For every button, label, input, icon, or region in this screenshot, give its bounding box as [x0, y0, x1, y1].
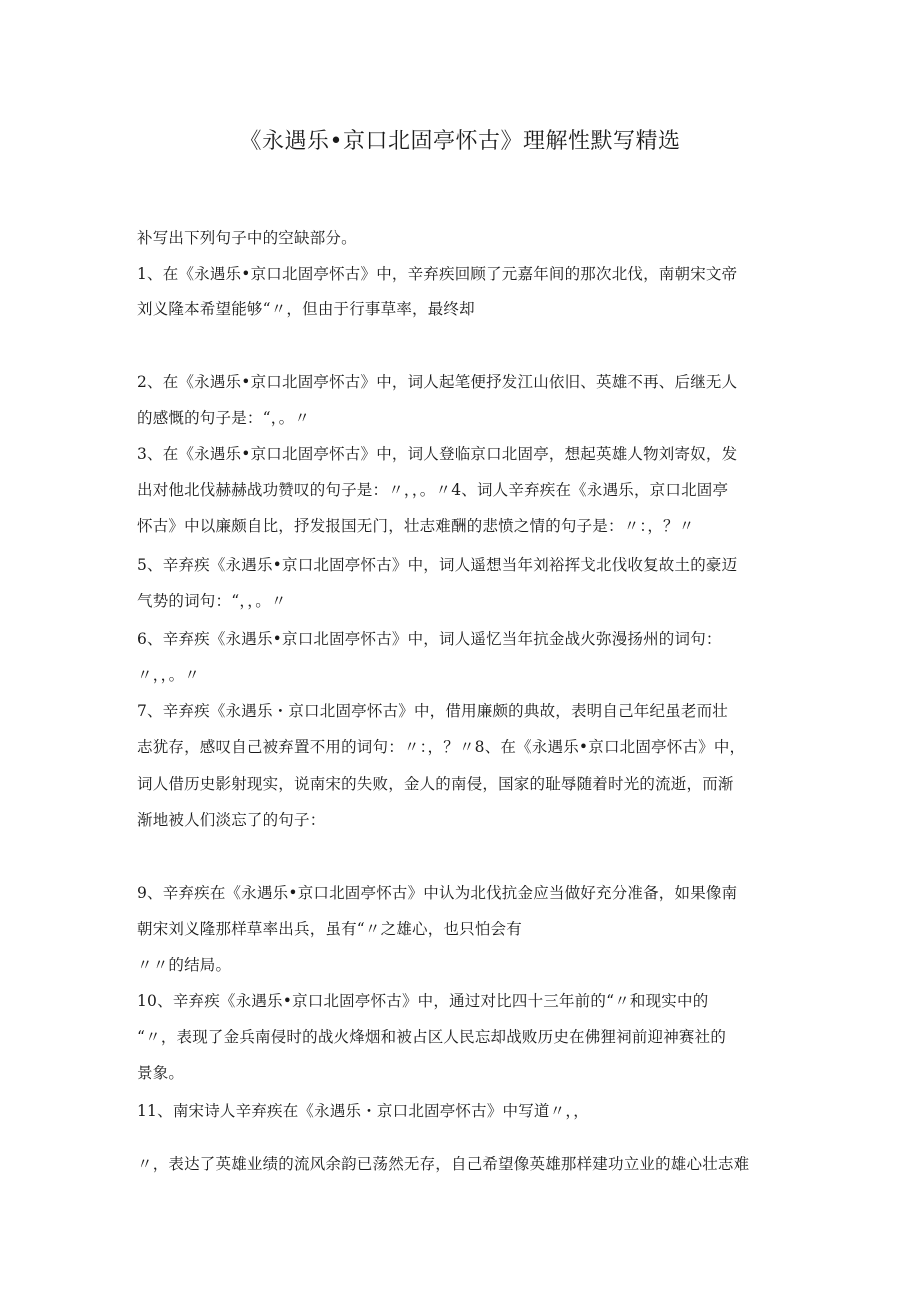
question-6-line-2: 〃，，。〃	[137, 666, 201, 684]
question-10-line-2: “〃，表现了金兵南侵时的战火烽烟和被占区人民忘却战败历史在佛狸祠前迎神赛社的	[137, 1028, 727, 1046]
question-1-line-2: 刘义隆本希望能够“〃，但由于行事草率，最终却	[137, 300, 475, 318]
question-8-line-2: 渐地被人们淡忘了的句子：	[137, 811, 326, 829]
question-8-line-1: 词人借历史影射现实，说南宋的失败，金人的南侵，国家的耻辱随着时光的流逝，而渐	[137, 775, 734, 793]
question-2-line-1: 2、在《永遇乐•京口北固亭怀古》中，词人起笔便抒发江山依旧、英雄不再、后继无人	[137, 373, 738, 391]
question-3-line-1: 3、在《永遇乐•京口北固亭怀古》中，词人登临京口北固亭，想起英雄人物刘寄奴，发	[137, 445, 738, 463]
question-7-line-2: 志犹存，感叹自己被弃置不用的词句：〃：，？〃8、在《永遇乐•京口北固亭怀古》中，	[137, 738, 746, 756]
question-5-line-1: 5、辛弃疾《永遇乐•京口北固亭怀古》中，词人遥想当年刘裕挥戈北伐收复故土的豪迈	[137, 556, 738, 574]
instruction-line: 补写出下列句子中的空缺部分。	[137, 229, 357, 247]
question-9-line-2: 朝宋刘义隆那样草率出兵，虽有“〃之雄心，也只怕会有	[137, 920, 522, 938]
question-10-line-1: 10、辛弃疾《永遇乐•京口北固亭怀古》中，通过对比四十三年前的“〃和现实中的	[137, 992, 709, 1010]
question-9-line-1: 9、辛弃疾在《永遇乐•京口北固亭怀古》中认为北伐抗金应当做好充分准备，如果像南	[137, 884, 738, 902]
question-4-line: 怀古》中以廉颇自比，抒发报国无门，壮志难酬的悲愤之情的句子是：〃：，？〃	[137, 517, 695, 535]
question-11-line-1: 11、南宋诗人辛弃疾在《永遇乐・京口北固亭怀古》中写道〃，，	[137, 1102, 589, 1120]
question-3-line-2: 出对他北伐赫赫战功赞叹的句子是：〃，，。〃4、词人辛弃疾在《永遇乐，京口北固亭	[137, 481, 729, 499]
question-10-line-3: 景象。	[137, 1064, 185, 1082]
question-5-line-2: 气势的词句：“，，。〃	[137, 592, 287, 610]
question-6-line-1: 6、辛弃疾《永遇乐•京口北固亭怀古》中，词人遥忆当年抗金战火弥漫扬州的词句：	[137, 630, 722, 648]
question-9-line-3: 〃〃的结局。	[137, 956, 232, 974]
document-title: 《永遇乐•京口北固亭怀古》理解性默写精选	[239, 129, 681, 154]
question-11-line-2: 〃，表达了英雄业绩的流风余韵已荡然无存，自己希望像英雄那样建功立业的雄心壮志难	[137, 1155, 750, 1173]
question-1-line-1: 1、在《永遇乐•京口北固亭怀古》中，辛弃疾回顾了元嘉年间的那次北伐，南朝宋文帝	[137, 265, 738, 283]
question-7-line-1: 7、辛弃疾《永遇乐・京口北固亭怀古》中，借用廉颇的典故，表明自己年纪虽老而壮	[137, 702, 728, 720]
question-2-line-2: 的感慨的句子是：“，。〃	[137, 409, 311, 427]
